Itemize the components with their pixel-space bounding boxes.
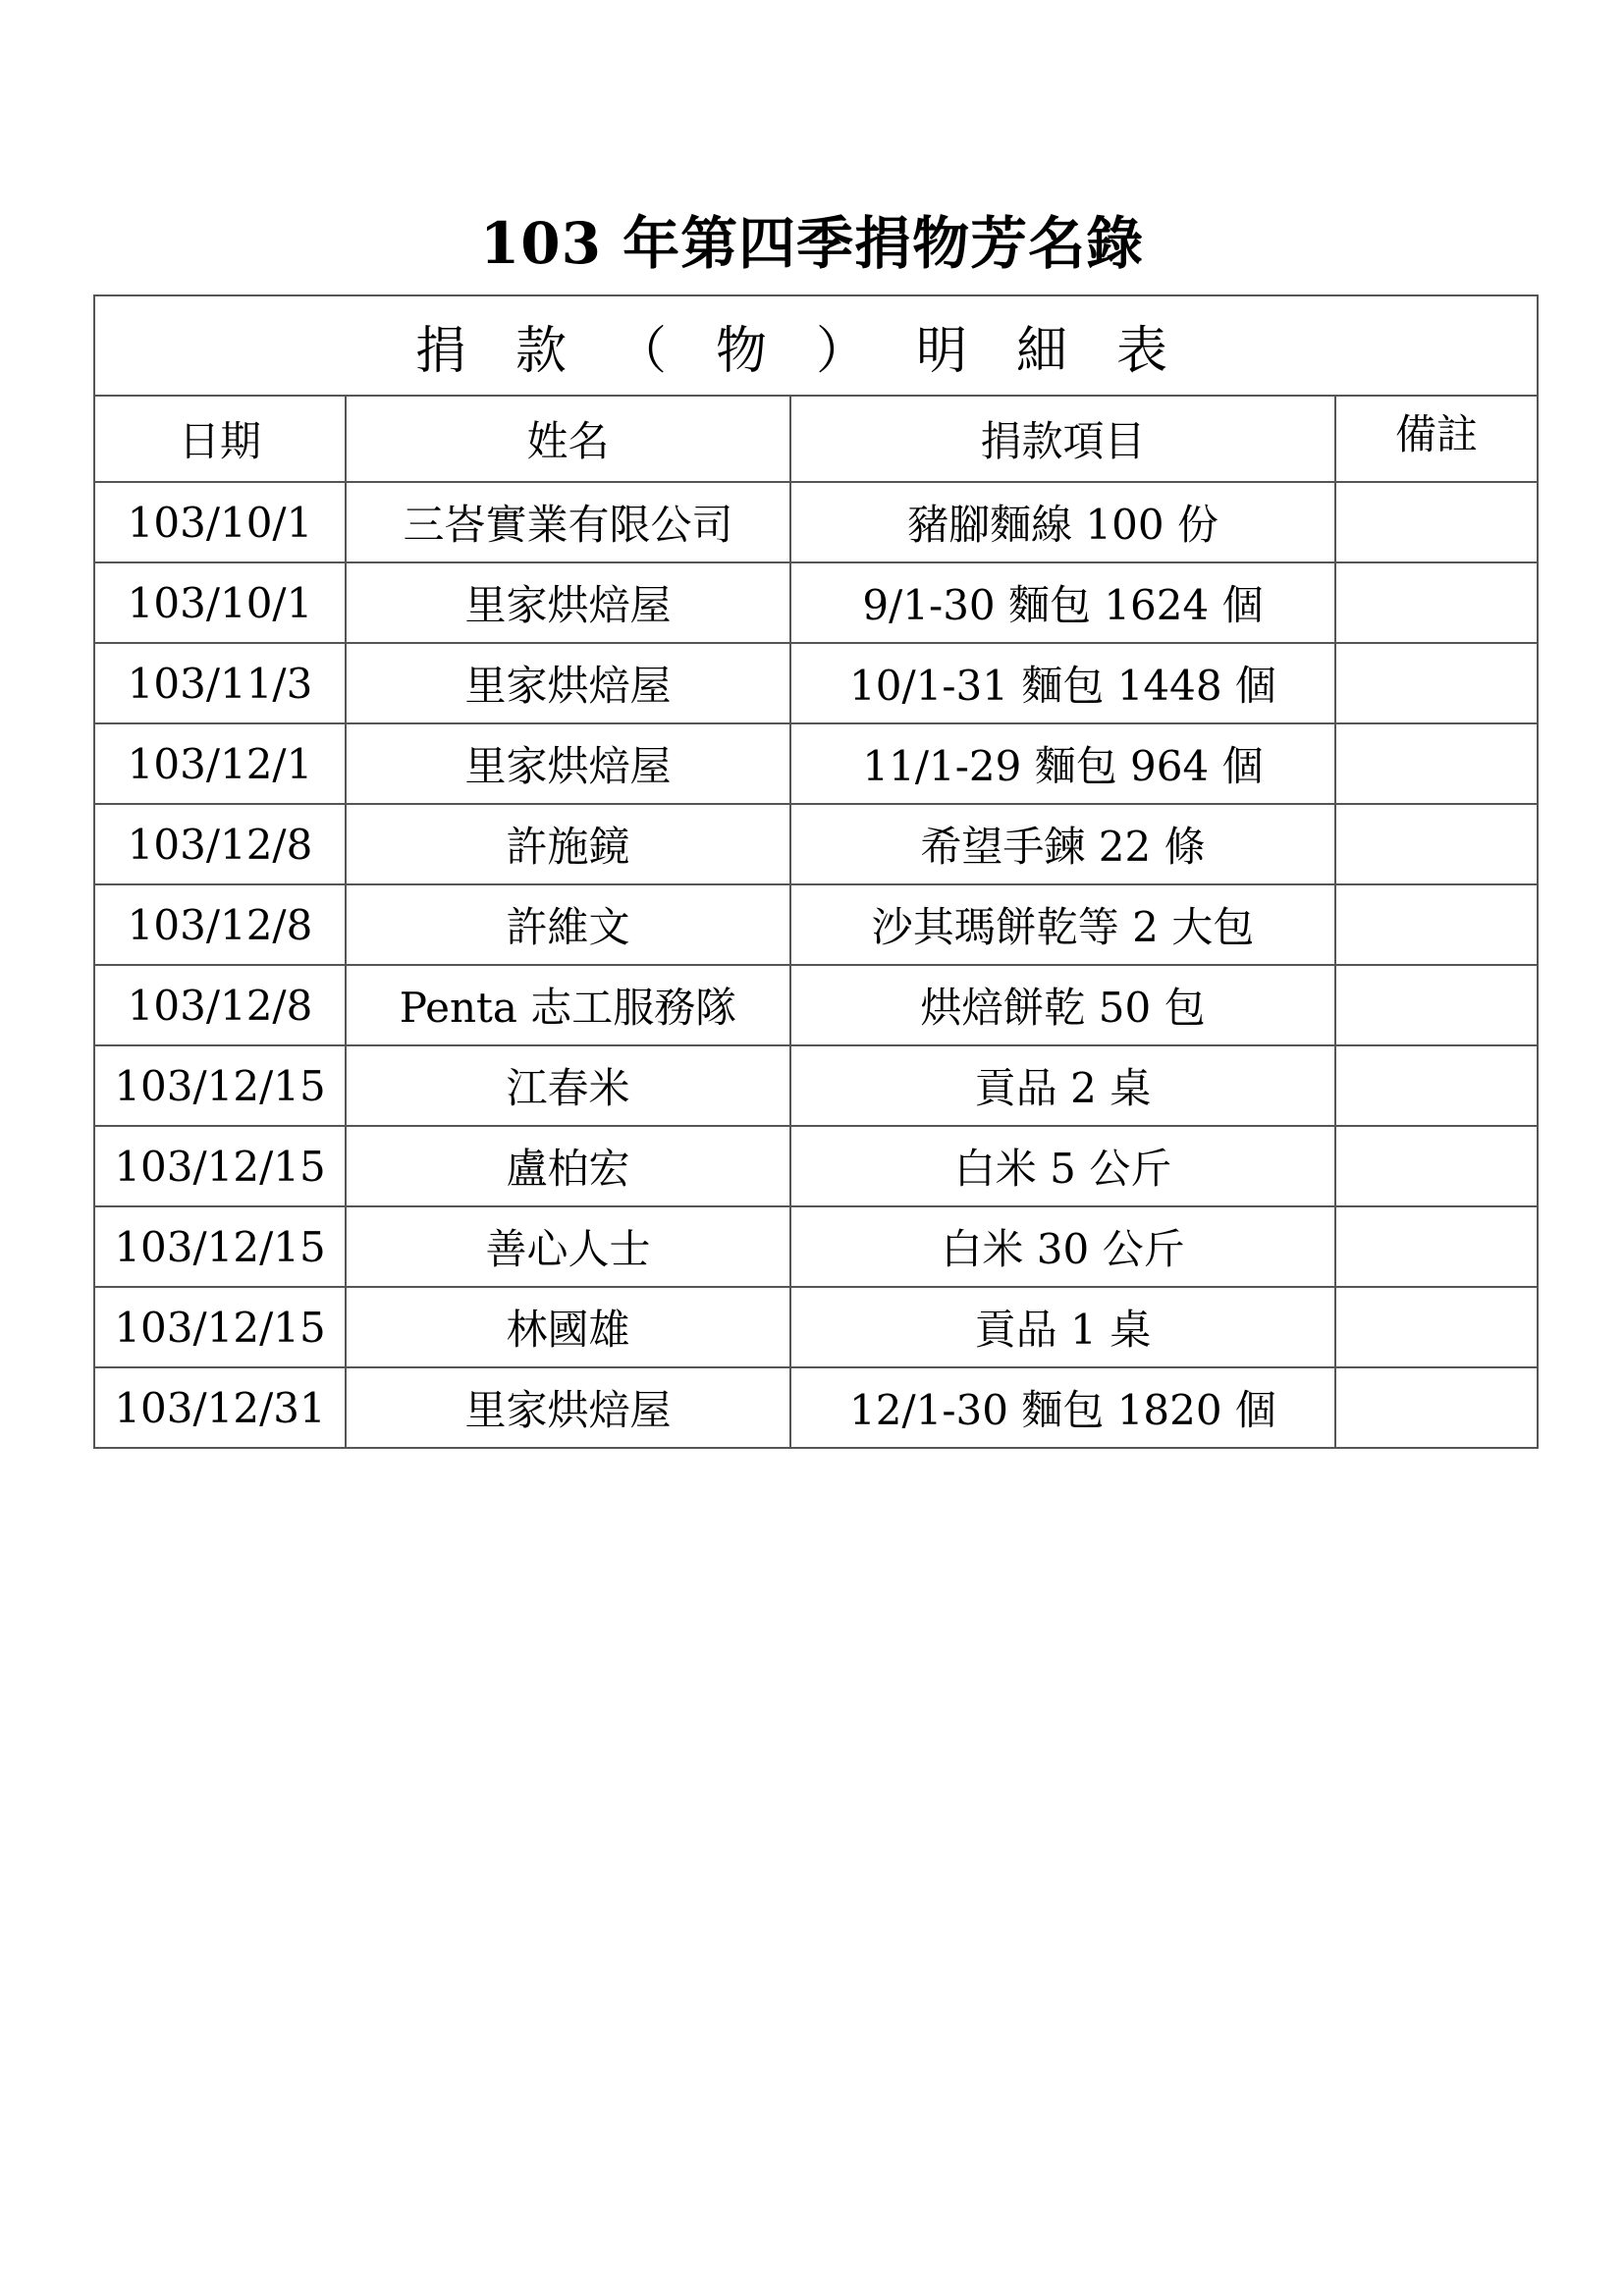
- cell-item: 希望手鍊 22 條: [790, 804, 1335, 884]
- table-row: [94, 965, 1538, 1045]
- cell-item: 白米 30 公斤: [790, 1206, 1335, 1287]
- cell-name: 盧柏宏: [346, 1126, 790, 1206]
- table-row: [94, 1367, 1538, 1448]
- cell-name: 里家烘焙屋: [346, 643, 790, 723]
- cell-name: 江春米: [346, 1045, 790, 1126]
- cell-name: 里家烘焙屋: [346, 562, 790, 643]
- cell-name: 許施鏡: [346, 804, 790, 884]
- cell-date: 103/12/8: [94, 884, 346, 965]
- cell-remarks: [1335, 1126, 1538, 1206]
- table-row: [94, 1287, 1538, 1367]
- cell-name: 林國雄: [346, 1287, 790, 1367]
- cell-remarks: [1335, 1206, 1538, 1287]
- cell-date: 103/10/1: [94, 562, 346, 643]
- table-row: [94, 643, 1538, 723]
- cell-date: 103/11/3: [94, 643, 346, 723]
- cell-name: Penta 志工服務隊: [346, 965, 790, 1045]
- cell-name: 三峇實業有限公司: [346, 482, 790, 562]
- cell-remarks: [1335, 804, 1538, 884]
- cell-remarks: [1335, 965, 1538, 1045]
- cell-remarks: [1335, 1045, 1538, 1126]
- cell-item: 豬腳麵線 100 份: [790, 482, 1335, 562]
- cell-item: 11/1-29 麵包 964 個: [790, 723, 1335, 804]
- cell-item: 12/1-30 麵包 1820 個: [790, 1367, 1335, 1448]
- cell-item: 9/1-30 麵包 1624 個: [790, 562, 1335, 643]
- cell-date: 103/12/8: [94, 804, 346, 884]
- column-header-name: 姓名: [346, 396, 790, 482]
- cell-date: 103/12/31: [94, 1367, 346, 1448]
- cell-name: 里家烘焙屋: [346, 723, 790, 804]
- cell-item: 烘焙餅乾 50 包: [790, 965, 1335, 1045]
- table-row: [94, 482, 1538, 562]
- cell-remarks: [1335, 562, 1538, 643]
- table-row: [94, 562, 1538, 643]
- column-header-date: 日期: [94, 396, 346, 482]
- table-heading: 捐款（物）明細表: [94, 295, 1538, 396]
- cell-remarks: [1335, 723, 1538, 804]
- column-header-remarks: 備註: [1335, 396, 1538, 482]
- page-title: 103 年第四季捐物芳名錄: [479, 210, 1145, 277]
- cell-item: 10/1-31 麵包 1448 個: [790, 643, 1335, 723]
- table-row: [94, 723, 1538, 804]
- cell-date: 103/12/15: [94, 1206, 346, 1287]
- cell-date: 103/12/15: [94, 1287, 346, 1367]
- cell-item: 貢品 2 桌: [790, 1045, 1335, 1126]
- donation-table: [93, 294, 1539, 1449]
- cell-name: 善心人士: [346, 1206, 790, 1287]
- table-row: [94, 1126, 1538, 1206]
- cell-name: 許維文: [346, 884, 790, 965]
- cell-remarks: [1335, 1367, 1538, 1448]
- table-row: [94, 884, 1538, 965]
- cell-remarks: [1335, 1287, 1538, 1367]
- cell-remarks: [1335, 643, 1538, 723]
- cell-item: 貢品 1 桌: [790, 1287, 1335, 1367]
- cell-date: 103/10/1: [94, 482, 346, 562]
- table-row: [94, 1206, 1538, 1287]
- cell-remarks: [1335, 884, 1538, 965]
- cell-date: 103/12/8: [94, 965, 346, 1045]
- cell-item: 白米 5 公斤: [790, 1126, 1335, 1206]
- cell-item: 沙其瑪餅乾等 2 大包: [790, 884, 1335, 965]
- table-body: [94, 482, 1538, 1448]
- cell-remarks: [1335, 482, 1538, 562]
- cell-name: 里家烘焙屋: [346, 1367, 790, 1448]
- column-header-row: [94, 396, 1538, 482]
- cell-date: 103/12/15: [94, 1045, 346, 1126]
- column-header-item: 捐款項目: [790, 396, 1335, 482]
- table-row: [94, 804, 1538, 884]
- cell-date: 103/12/15: [94, 1126, 346, 1206]
- table-row: [94, 1045, 1538, 1126]
- table-heading-row: [94, 295, 1538, 396]
- cell-date: 103/12/1: [94, 723, 346, 804]
